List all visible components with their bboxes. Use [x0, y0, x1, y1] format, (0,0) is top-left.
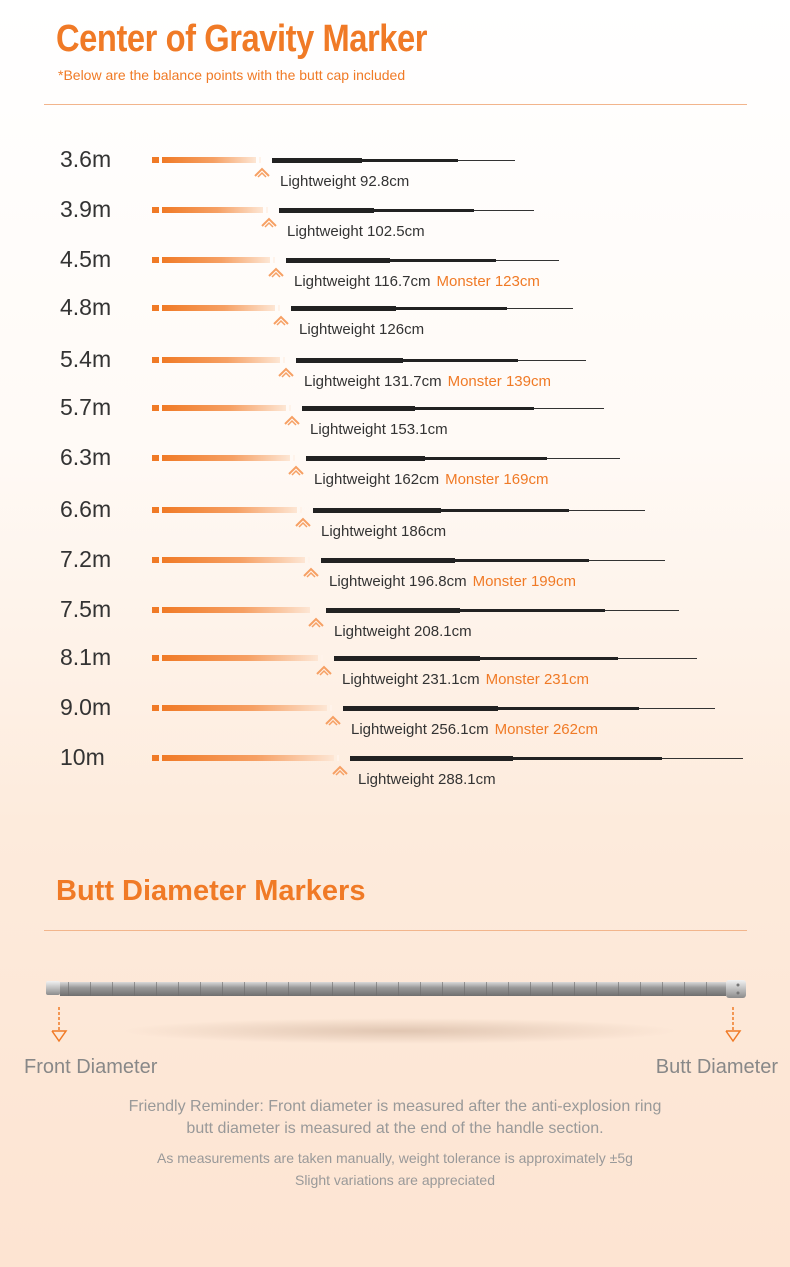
friendly-reminder — [0, 1096, 790, 1140]
rod-bar — [0, 705, 790, 711]
butt-diameter-label: Butt Diameter — [655, 1056, 778, 1078]
balance-row — [0, 296, 790, 344]
rod-bar — [0, 507, 790, 513]
reminder-line-2: butt diameter is measured at the end of the handle section. — [186, 1120, 604, 1137]
rod-handle-section — [162, 705, 327, 711]
rod-bar — [0, 655, 790, 661]
balance-point-chevron-icon — [253, 166, 271, 178]
rod-handle-section — [162, 655, 318, 661]
monster-balance: Monster 169cm — [445, 471, 549, 488]
balance-point-chevron-icon — [294, 516, 312, 528]
rod-length: 6.3m — [60, 444, 112, 470]
rod-length: 5.4m — [60, 346, 112, 372]
rod-section-thick — [334, 656, 480, 661]
rod-length: 9.0m — [60, 694, 112, 720]
rod-length: 3.9m — [60, 196, 112, 222]
rod-section-thick — [302, 406, 415, 411]
rod-section-medium — [480, 657, 618, 660]
rod-section-thick — [343, 706, 498, 711]
lightweight-balance: Lightweight 186cm — [321, 523, 447, 540]
rod-section-medium — [396, 307, 507, 310]
rod-handle-section — [162, 357, 280, 363]
lightweight-balance: Lightweight 162cm — [314, 471, 440, 488]
rod-handle-section — [162, 207, 263, 213]
rod-handle-section — [162, 257, 270, 263]
front-diameter-arrow-icon — [49, 1005, 69, 1047]
lightweight-balance: Lightweight 116.7cm — [294, 273, 431, 290]
balance-label — [329, 573, 576, 590]
balance-point-chevron-icon — [331, 764, 349, 776]
balance-point-marker — [321, 655, 323, 661]
balance-point-chevron-icon — [315, 664, 333, 676]
rod-butt-cap — [152, 755, 159, 761]
rod-section-medium — [513, 757, 662, 760]
lightweight-balance: Lightweight 153.1cm — [310, 421, 448, 438]
rod-section-medium — [498, 707, 639, 710]
balance-point-marker — [337, 755, 339, 761]
balance-point-marker — [283, 357, 285, 363]
butt-diameter-title: Butt Diameter Markers — [56, 875, 366, 907]
lightweight-balance: Lightweight 131.7cm — [304, 373, 442, 390]
rod-length: 7.2m — [60, 546, 112, 572]
rod-length: 4.5m — [60, 246, 112, 272]
balance-row — [0, 446, 790, 494]
fishing-pole-illustration — [46, 978, 746, 1000]
page-title: Center of Gravity Marker — [56, 18, 428, 60]
balance-row — [0, 548, 790, 596]
balance-row — [0, 746, 790, 794]
rod-length: 6.6m — [60, 496, 112, 522]
balance-label — [294, 273, 540, 290]
balance-row — [0, 198, 790, 246]
rod-length: 8.1m — [60, 644, 112, 670]
balance-label — [358, 771, 496, 788]
balance-point-marker — [313, 607, 315, 613]
rod-section-tip — [618, 658, 697, 659]
balance-point-chevron-icon — [277, 366, 295, 378]
rod-section-tip — [474, 210, 534, 211]
rod-section-tip — [569, 510, 645, 511]
rod-section-tip — [534, 408, 604, 409]
rod-butt-cap — [152, 557, 159, 563]
monster-balance: Monster 199cm — [472, 573, 576, 590]
balance-point-marker — [300, 507, 302, 513]
balance-point-marker — [330, 705, 332, 711]
balance-point-marker — [278, 305, 280, 311]
balance-point-marker — [308, 557, 310, 563]
lightweight-balance: Lightweight 92.8cm — [280, 173, 410, 190]
rod-section-tip — [589, 560, 665, 561]
balance-row — [0, 646, 790, 694]
rod-section-medium — [425, 457, 547, 460]
rod-section-thick — [291, 306, 396, 311]
rod-length: 5.7m — [60, 394, 112, 420]
rod-bar — [0, 305, 790, 311]
rod-section-thick — [272, 158, 362, 163]
balance-point-marker — [266, 207, 268, 213]
balance-point-chevron-icon — [307, 616, 325, 628]
rod-butt-cap — [152, 507, 159, 513]
balance-row — [0, 348, 790, 396]
balance-point-chevron-icon — [287, 464, 305, 476]
rod-bar — [0, 405, 790, 411]
rod-handle-section — [162, 557, 305, 563]
rod-bar — [0, 157, 790, 163]
balance-point-marker — [259, 157, 261, 163]
balance-point-chevron-icon — [324, 714, 342, 726]
balance-point-chevron-icon — [302, 566, 320, 578]
lightweight-balance: Lightweight 208.1cm — [334, 623, 472, 640]
rod-section-tip — [458, 160, 515, 161]
balance-label — [304, 373, 551, 390]
rod-butt-cap — [152, 705, 159, 711]
rod-bar — [0, 557, 790, 563]
rod-butt-cap — [152, 455, 159, 461]
balance-point-marker — [289, 405, 291, 411]
balance-row — [0, 598, 790, 646]
lightweight-balance: Lightweight 288.1cm — [358, 771, 496, 788]
rod-section-thick — [326, 608, 460, 613]
balance-label — [287, 223, 425, 240]
balance-label — [321, 523, 446, 540]
rod-butt-cap — [152, 157, 159, 163]
monster-balance: Monster 231cm — [485, 671, 589, 688]
balance-point-chevron-icon — [260, 216, 278, 228]
balance-label — [280, 173, 409, 190]
balance-label — [351, 721, 598, 738]
rod-section-medium — [374, 209, 474, 212]
rod-section-medium — [403, 359, 518, 362]
balance-row — [0, 696, 790, 744]
lightweight-balance: Lightweight 256.1cm — [351, 721, 489, 738]
monster-balance: Monster 139cm — [447, 373, 551, 390]
balance-label — [334, 623, 472, 640]
rod-section-thick — [286, 258, 390, 263]
monster-balance: Monster 262cm — [494, 721, 598, 738]
lightweight-balance: Lightweight 231.1cm — [342, 671, 480, 688]
rod-butt-cap — [152, 305, 159, 311]
rod-handle-section — [162, 455, 290, 461]
rod-section-thick — [321, 558, 455, 563]
tolerance-note — [0, 1147, 790, 1191]
rod-handle-section — [162, 507, 297, 513]
section-divider — [44, 930, 747, 931]
front-diameter-label: Front Diameter — [24, 1056, 158, 1078]
butt-diameter-arrow-icon — [723, 1005, 743, 1047]
rod-section-tip — [662, 758, 743, 759]
rod-butt-cap — [152, 405, 159, 411]
rod-length: 7.5m — [60, 596, 112, 622]
rod-bar — [0, 207, 790, 213]
tolerance-line-2: Slight variations are appreciated — [294, 1172, 495, 1188]
rod-section-tip — [605, 610, 679, 611]
rod-section-thick — [313, 508, 441, 513]
rod-section-tip — [496, 260, 559, 261]
rod-section-tip — [518, 360, 586, 361]
rod-handle-section — [162, 305, 275, 311]
rod-section-medium — [441, 509, 569, 512]
rod-handle-section — [162, 755, 334, 761]
rod-bar — [0, 357, 790, 363]
balance-label — [314, 471, 548, 488]
rod-bar — [0, 607, 790, 613]
balance-point-chevron-icon — [267, 266, 285, 278]
rod-handle-section — [162, 157, 256, 163]
balance-point-chevron-icon — [283, 414, 301, 426]
rod-section-thick — [350, 756, 513, 761]
rod-section-medium — [415, 407, 534, 410]
rod-length: 10m — [60, 744, 105, 770]
balance-label — [310, 421, 448, 438]
balance-row — [0, 396, 790, 444]
pole-shadow — [120, 1018, 680, 1044]
balance-point-marker — [273, 257, 275, 263]
reminder-line-1: Friendly Reminder: Front diameter is measured after the anti-explosion ring — [128, 1098, 662, 1115]
rod-handle-section — [162, 405, 286, 411]
balance-point-chevron-icon — [272, 314, 290, 326]
balance-row — [0, 148, 790, 196]
rod-bar — [0, 755, 790, 761]
rod-butt-cap — [152, 357, 159, 363]
balance-row — [0, 498, 790, 546]
lightweight-balance: Lightweight 126cm — [299, 321, 425, 338]
balance-row — [0, 248, 790, 296]
rod-section-thick — [306, 456, 425, 461]
rod-length: 3.6m — [60, 146, 112, 172]
tolerance-line-1: As measurements are taken manually, weight tolerance is approximately ±5g — [157, 1150, 633, 1166]
rod-section-medium — [390, 259, 496, 262]
rod-length: 4.8m — [60, 294, 112, 320]
rod-butt-cap — [152, 607, 159, 613]
lightweight-balance: Lightweight 196.8cm — [329, 573, 467, 590]
rod-section-medium — [362, 159, 458, 162]
rod-handle-section — [162, 607, 310, 613]
rod-bar — [0, 257, 790, 263]
rod-section-medium — [460, 609, 605, 612]
section-divider — [44, 104, 747, 105]
balance-label — [342, 671, 589, 688]
rod-butt-cap — [152, 257, 159, 263]
monster-balance: Monster 123cm — [436, 273, 540, 290]
rod-section-thick — [296, 358, 403, 363]
lightweight-balance: Lightweight 102.5cm — [287, 223, 425, 240]
page-subtitle: *Below are the balance points with the butt cap included — [58, 67, 406, 83]
rod-bar — [0, 455, 790, 461]
rod-butt-cap — [152, 207, 159, 213]
rod-section-medium — [455, 559, 589, 562]
balance-label — [299, 321, 424, 338]
rod-section-tip — [507, 308, 573, 309]
rod-section-tip — [547, 458, 620, 459]
rod-section-tip — [639, 708, 715, 709]
rod-butt-cap — [152, 655, 159, 661]
balance-point-marker — [293, 455, 295, 461]
rod-section-thick — [279, 208, 374, 213]
